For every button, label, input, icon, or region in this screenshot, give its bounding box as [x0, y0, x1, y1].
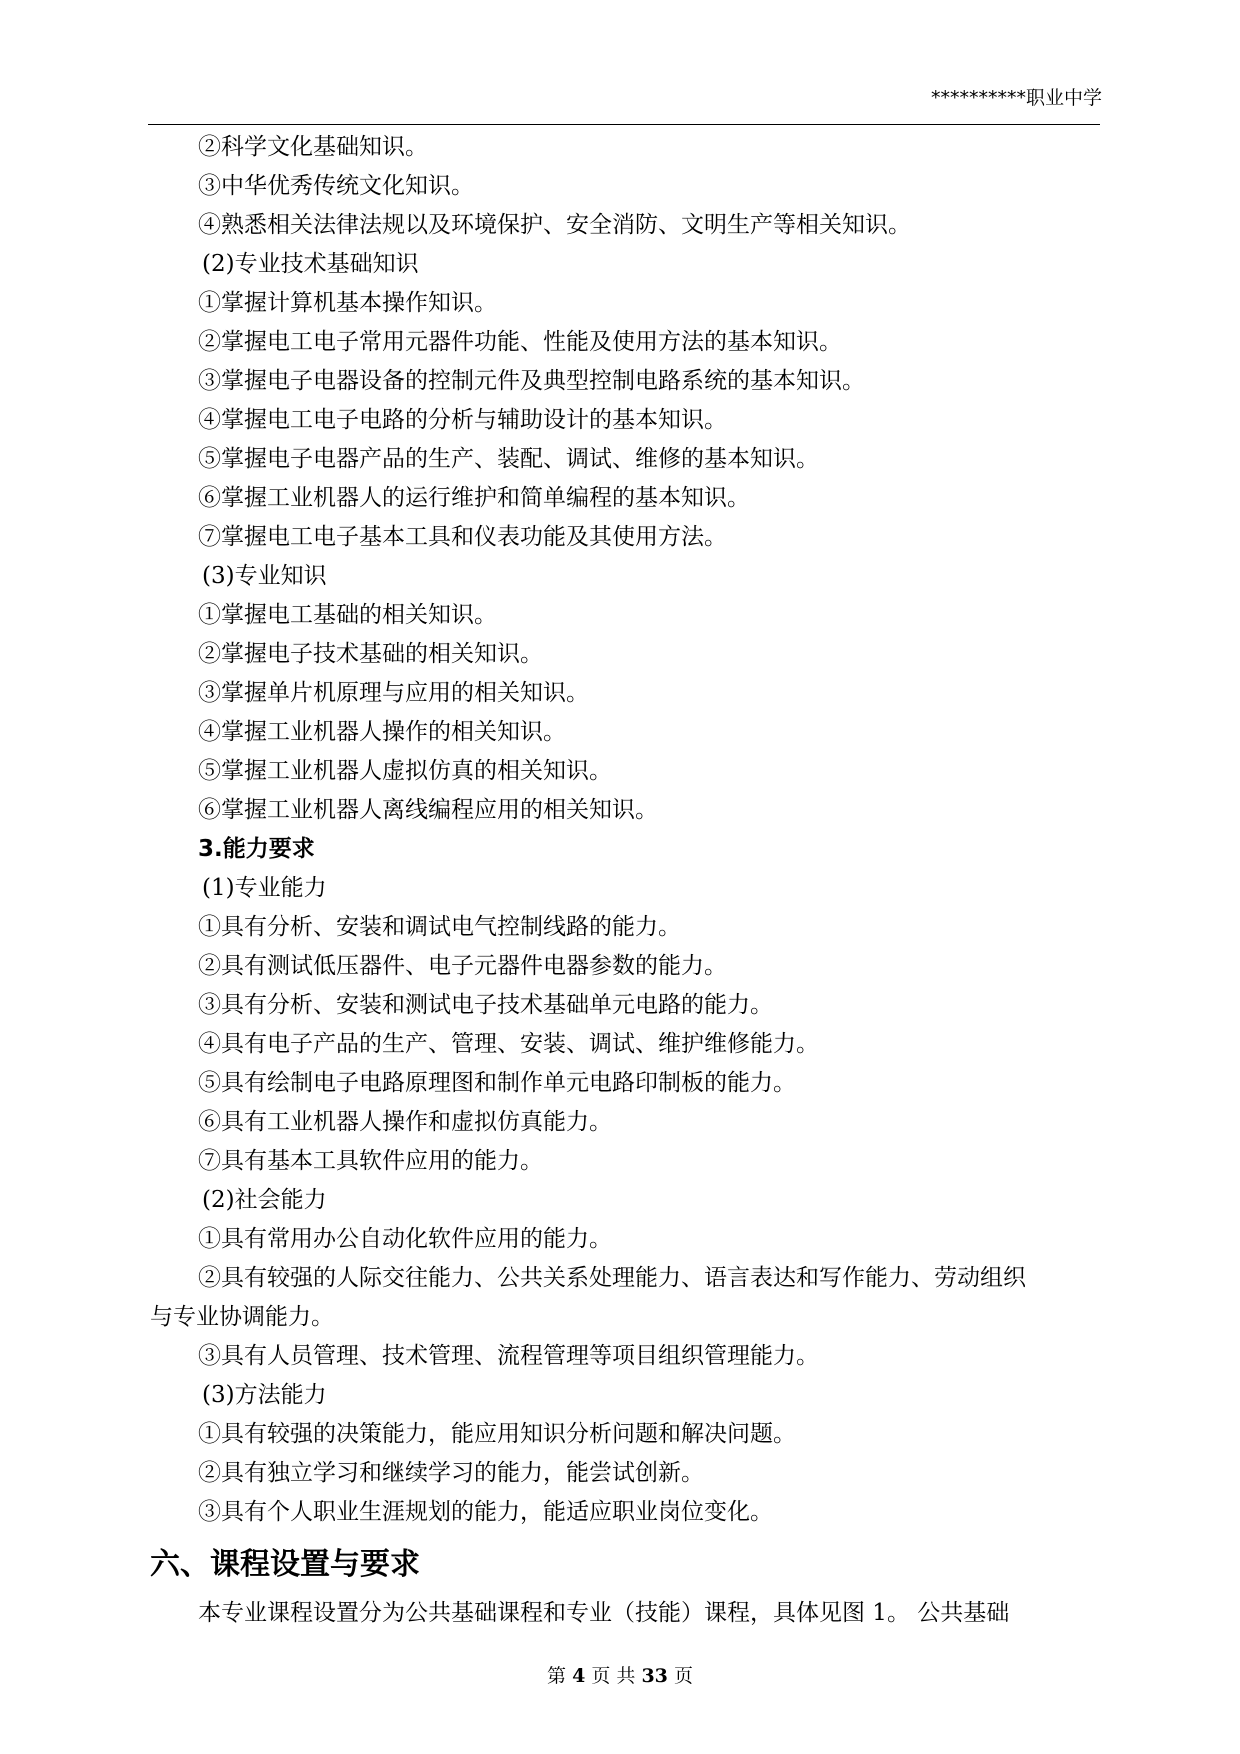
list-item: ③具有分析、安装和测试电子技术基础单元电路的能力。 [198, 992, 773, 1018]
list-item: ④熟悉相关法律法规以及环境保护、安全消防、文明生产等相关知识。 [198, 212, 911, 238]
footer-middle: 页 共 [591, 1665, 636, 1687]
text-lines [148, 128, 1100, 1532]
list-item: ⑤掌握电子电器产品的生产、装配、调试、维修的基本知识。 [198, 446, 819, 472]
list-item: ⑥掌握工业机器人离线编程应用的相关知识。 [198, 797, 658, 823]
list-item: ②掌握电工电子常用元器件功能、性能及使用方法的基本知识。 [198, 329, 842, 355]
list-item: ③具有人员管理、技术管理、流程管理等项目组织管理能力。 [198, 1343, 819, 1369]
footer-prefix: 第 [547, 1665, 567, 1687]
section-paragraph: 本专业课程设置分为公共基础课程和专业（技能）课程，具体见图 1。 公共基础 [198, 1600, 1010, 1626]
list-item: ①具有较强的决策能力，能应用知识分析问题和解决问题。 [198, 1421, 796, 1447]
header-divider [148, 124, 1100, 125]
section-title: 六、课程设置与要求 [150, 1547, 420, 1582]
list-item: ③中华优秀传统文化知识。 [198, 173, 474, 199]
footer-suffix: 页 [673, 1665, 693, 1687]
list-item: ⑥具有工业机器人操作和虚拟仿真能力。 [198, 1109, 612, 1135]
list-item: ④具有电子产品的生产、管理、安装、调试、维护维修能力。 [198, 1031, 819, 1057]
list-item: ⑤掌握工业机器人虚拟仿真的相关知识。 [198, 758, 612, 784]
list-item: ③掌握单片机原理与应用的相关知识。 [198, 680, 589, 706]
page-footer [0, 1664, 1240, 1688]
document-body [148, 128, 1100, 1633]
list-item: ①掌握计算机基本操作知识。 [198, 290, 497, 316]
list-item: ⑥掌握工业机器人的运行维护和简单编程的基本知识。 [198, 485, 750, 511]
subsection-heading: (2)社会能力 [202, 1187, 327, 1213]
list-item: ②具有测试低压器件、电子元器件电器参数的能力。 [198, 953, 727, 979]
footer-total-pages: 33 [641, 1665, 668, 1687]
list-item: ②科学文化基础知识。 [198, 134, 428, 160]
subsection-heading: (1)专业能力 [202, 875, 327, 901]
list-item: ⑦具有基本工具软件应用的能力。 [198, 1148, 543, 1174]
list-item: ⑤具有绘制电子电路原理图和制作单元电路印制板的能力。 [198, 1070, 796, 1096]
list-item: ①具有分析、安装和调试电气控制线路的能力。 [198, 914, 681, 940]
list-item: ③具有个人职业生涯规划的能力，能适应职业岗位变化。 [198, 1499, 773, 1525]
header-school-name: **********职业中学 [930, 87, 1102, 109]
footer-page-number: 4 [572, 1665, 586, 1687]
subsection-heading: (3)方法能力 [202, 1382, 327, 1408]
subsection-heading: (3)专业知识 [202, 563, 327, 589]
list-item: ②掌握电子技术基础的相关知识。 [198, 641, 543, 667]
list-item: ①掌握电工基础的相关知识。 [198, 602, 497, 628]
list-item: ③掌握电子电器设备的控制元件及典型控制电路系统的基本知识。 [198, 368, 865, 394]
list-item: ④掌握工业机器人操作的相关知识。 [198, 719, 566, 745]
list-item: ④掌握电工电子电路的分析与辅助设计的基本知识。 [198, 407, 727, 433]
list-item: ①具有常用办公自动化软件应用的能力。 [198, 1226, 612, 1252]
list-item-continuation: 与专业协调能力。 [150, 1304, 334, 1330]
list-item: ②具有较强的人际交往能力、公共关系处理能力、语言表达和写作能力、劳动组织 [198, 1265, 1026, 1291]
list-item: ⑦掌握电工电子基本工具和仪表功能及其使用方法。 [198, 524, 727, 550]
list-item: ②具有独立学习和继续学习的能力，能尝试创新。 [198, 1460, 704, 1486]
section-heading: 3.能力要求 [198, 836, 315, 862]
subsection-heading: (2)专业技术基础知识 [202, 251, 419, 277]
